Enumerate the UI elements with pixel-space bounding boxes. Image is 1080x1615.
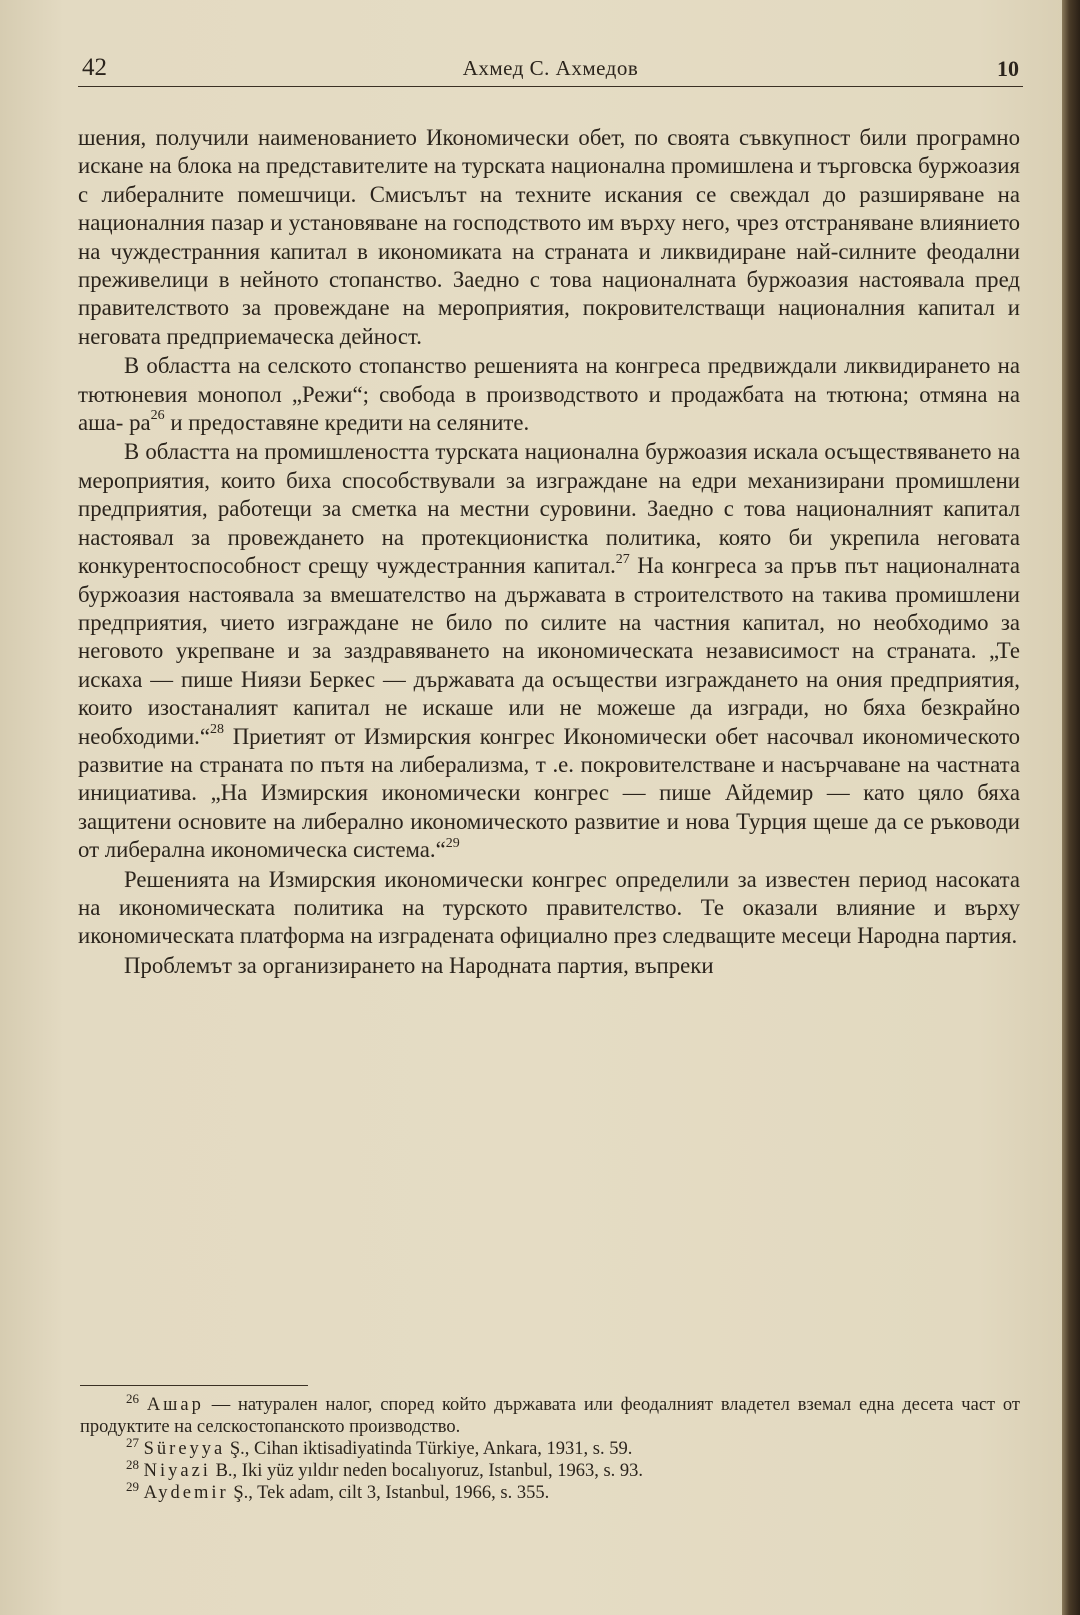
footnote-28 [80, 1456, 1020, 1482]
paragraph-4: Решенията на Измирския икономически конгрес определили за известен период насоката на икономическата политика на турското правителство. Те оказали влияние и върху икономическата платформа на изградената официално през следващите месеци Народна партия. [78, 866, 1020, 949]
paragraph-2 [78, 352, 1020, 437]
footnote-number: 27 [126, 1434, 139, 1450]
footnote-ref-28[interactable]: 28 [209, 721, 224, 737]
page-header [78, 48, 1023, 88]
footnote-number: 29 [126, 1478, 139, 1494]
footnote-author: Niyazi [143, 1461, 211, 1481]
footnote-author: Aydemir [143, 1483, 229, 1503]
paragraph-2-end: и предоставяне кредити на селяните. [170, 410, 530, 436]
section-number: 10 [997, 56, 1019, 81]
footnote-29 [80, 1478, 1020, 1504]
footnote-ref-29[interactable]: 29 [445, 835, 460, 851]
footnote-ref-26[interactable]: 26 [150, 408, 165, 424]
footnote-number: 26 [126, 1390, 139, 1406]
footnote-text: Ş., Cihan iktisadiyatinda Türkiye, Ankara, 1931, s. 59. [229, 1439, 633, 1459]
footnote-text: Ş., Tek adam, cilt 3, Istanbul, 1966, s. 355. [233, 1483, 550, 1503]
paragraph-2-tail: ра [129, 410, 151, 436]
footnote-author: Ашар [146, 1395, 204, 1415]
footnote-number: 28 [126, 1456, 139, 1472]
page-number: 42 [82, 54, 107, 81]
footnote-26 [80, 1390, 1021, 1438]
footnote-rule [80, 1385, 308, 1386]
paragraph-3 [78, 438, 1020, 864]
footnote-27 [80, 1434, 1020, 1460]
footnote-ref-27[interactable]: 27 [615, 551, 630, 567]
footnote-author: Süreyya [143, 1439, 226, 1459]
paragraph-2-text: В областта на селското стопанство решенията на конгреса предвиждали ликвидирането на тютюневия монопол „Режи“; свобода в производството и продажбата на тютюна; отмяна на аша- [78, 353, 1020, 436]
body-text [78, 124, 1020, 980]
footnote-text: — натурален налог, според който държавата или феодалният владетел вземал една десета част от продуктите на селскостопанското производство. [80, 1395, 1021, 1437]
paragraph-1: шения, получили наименованието Икономически обет, по своята съвкупност били програмно искане на блока на представителите на турската национална промишлена и търговска буржоазия с либералните помешчици. Смисълът на техните искания се свеждал до разширяване на националния пазар и установяване на господството им върху него, чрез отстраняване влиянието на чуждестранния капитал в икономиката на страната и ликвидиране най-силните феодални преживелици в нейното стопанство. Заедно с това националната буржоазия настоявала пред правителството за провеждане на мероприятия, покровителстващи националния капитал и неговата предприемаческа дейност. [78, 125, 1020, 349]
running-title: Ахмед С. Ахмедов [462, 56, 639, 80]
paragraph-5: Проблемът за организирането на Народната партия, въпреки [124, 952, 714, 978]
paragraph-3-text: В областта на промишлеността турската национална буржоазия искала осъществяването на мероприятия, които биха способствували за изграждане на едри механизирани промишлени предприятия, работещи за сметка на местни суровини. Заедно с това националният капитал настоявал за провеждането на протекционистка политика, която би укрепила неговата конкурентоспособност срещу чуждестранния капитал. [78, 439, 1020, 579]
book-spine [1062, 0, 1080, 1615]
footnote-text: B., Iki yüz yıldır neden bocalıyoruz, Istanbul, 1963, s. 93. [215, 1461, 644, 1481]
header-rule [78, 86, 1023, 87]
paragraph-3-end: Приетият от Измирския конгрес Икономически обет насочвал икономическото развитие на страната по пътя на либерализма, т .е. покровителстване и насърчаване на частната инициатива. „На Измирския икономически конгрес — пише Айдемир — като цяло бяха защитени основите на либерално икономическото развитие и нова Турция щеше да се ръководи от либерална икономическа система.“ [78, 723, 1021, 863]
paragraph-3-cont: На конгреса за пръв път националната буржоазия настоявала за вмешателство на държавата в строителството на такива промишлени предприятия, чието изграждане не било по силите на частния капитал, но необходимо за неговото укрепване и за заздравяването на икономическата независимост на страната. „Те искаха — пише Ниязи Беркес — държавата да осъществи изграждането на ония предприятия, които изостаналият капитал не искаше или не можеше да изгради, но бяха безкрайно необходими.“ [78, 553, 1020, 749]
footnotes [80, 1390, 1021, 1504]
